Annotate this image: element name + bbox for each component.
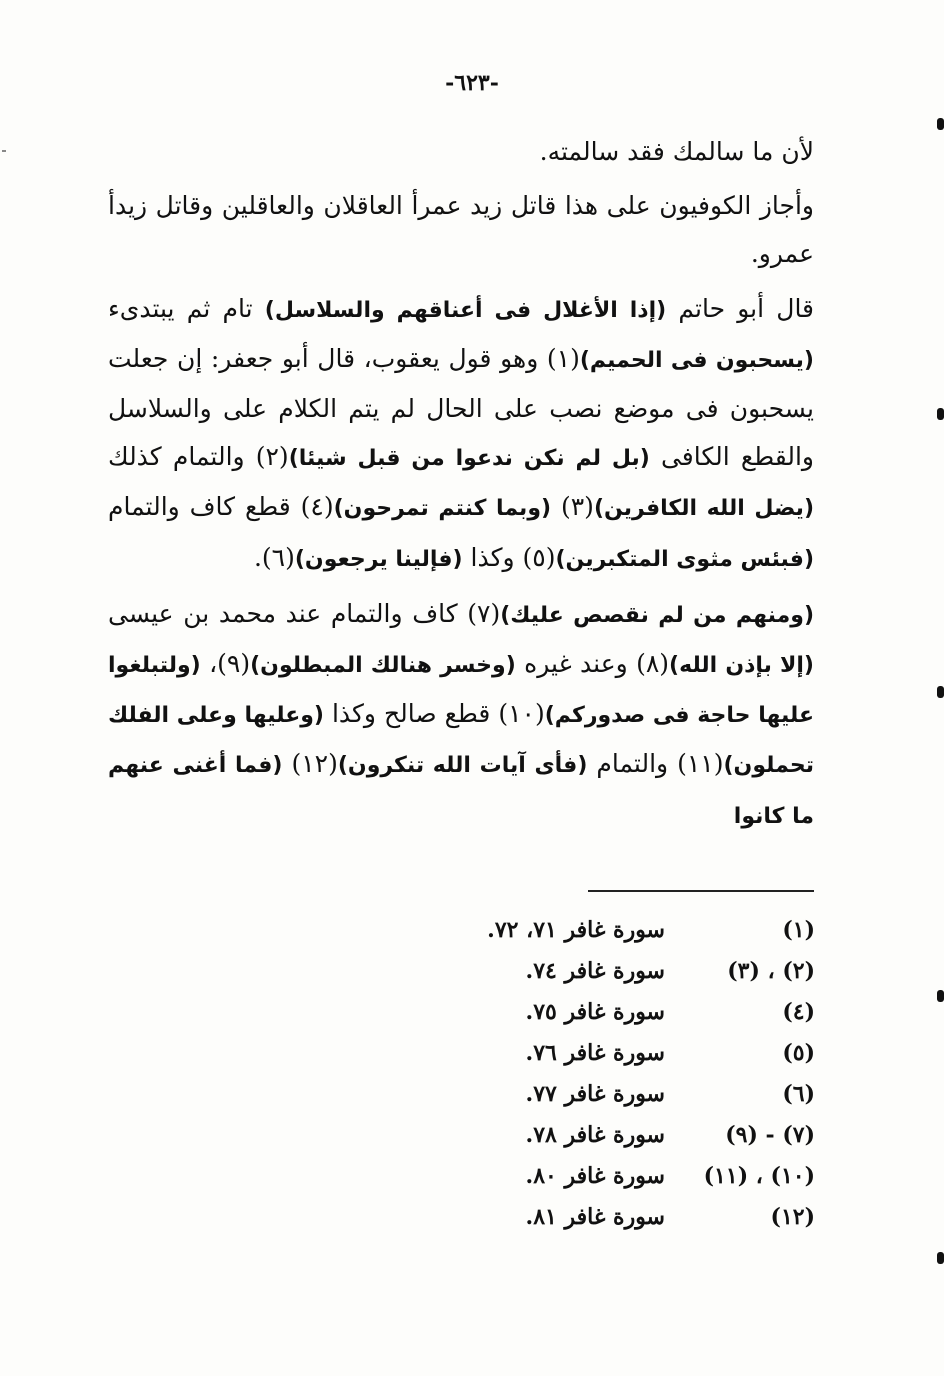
footnote-source: سورة غافر ٧٦. (525, 1040, 665, 1066)
text-segment: تام ثم يبتدىء (108, 293, 265, 323)
paragraph (108, 128, 814, 176)
quran-quote: (فبئس مثوى المتكبرين) (555, 546, 814, 572)
footnote-source: سورة غافر ٨١. (525, 1204, 665, 1230)
footnote-source: سورة غافر ٧٨. (525, 1122, 665, 1148)
footnote-source: سورة غافر ٧٧. (525, 1081, 665, 1107)
footnote (420, 910, 815, 951)
footnote-ref: (٥) (782, 1040, 815, 1066)
quran-quote: (إذا الأغلال فى أعناقهم والسلاسل) (264, 297, 667, 323)
paragraph (108, 285, 814, 584)
text-segment: قال أبو حاتم (666, 293, 815, 323)
text-segment: (١٢) (282, 749, 338, 779)
text-segment: (٣) (551, 492, 594, 522)
main-text (108, 128, 814, 847)
footnote (420, 1033, 815, 1074)
margin-mark (937, 118, 944, 130)
scan-speck (2, 150, 6, 152)
margin-mark (937, 408, 944, 420)
footnote (420, 1074, 815, 1115)
footnote (420, 992, 815, 1033)
quran-quote: (يسحبون فى الحميم) (579, 347, 814, 373)
footnote-divider (588, 890, 814, 892)
text-segment: (٤) قطع كاف والتمام (108, 492, 334, 522)
text-segment: (٨) وعند غيره (515, 649, 670, 679)
text-segment: (٥) وكذا (462, 542, 556, 572)
text-segment: (٧) كاف والتمام عند محمد بن عيسى (108, 598, 501, 628)
footnote-ref: (٦) (782, 1081, 815, 1107)
quran-quote: (بل لم نكن ندعوا من قبل شيئا) (288, 446, 650, 472)
text-segment: (١١) والتمام (587, 749, 724, 779)
paragraph (108, 590, 814, 841)
quran-quote: (وخسر هنالك المبطلون) (250, 653, 516, 679)
quran-quote: (يضل الله الكافرين) (593, 496, 814, 522)
text-segment: (١) وهو قول يعقوب، قال أبو جعفر: إن جعلت يسحبون فى موضع نصب على الحال لم يتم الكلام على والسلاسل والقطع الكافى (108, 343, 814, 472)
page-number: -٦٢٣- (445, 70, 499, 96)
text-segment: (٢) والتمام كذلك (108, 442, 289, 472)
text-segment: (٩)، (200, 649, 251, 679)
footnote-ref: (١٢) (770, 1204, 815, 1230)
footnote (420, 1156, 815, 1197)
margin-mark (937, 990, 944, 1002)
paragraph (108, 182, 814, 278)
quran-quote: (ومنهم من لم نقصص عليك) (500, 602, 814, 628)
text-segment: وأجاز الكوفيون على هذا قاتل زيد عمرأ العاقلان والعاقلين وقاتل زيدأ عمرو. (108, 191, 814, 269)
quran-quote: (فأى آيات الله تنكرون) (337, 753, 588, 779)
footnotes (420, 910, 815, 1238)
quran-quote: (وعليها وعلى الفلك تحملون) (108, 703, 814, 779)
footnote-source: سورة غافر ٨٠. (525, 1163, 665, 1189)
quran-quote: (إلا بإذن الله) (669, 653, 814, 679)
footnote-ref: (١٠) ، (١١) (703, 1163, 815, 1189)
footnote-ref: (٧) - (٩) (725, 1122, 815, 1148)
quran-quote: (وبما كنتم تمرحون) (333, 496, 552, 522)
text-segment: (١٠) قطع صالح وكذا (323, 699, 545, 729)
footnote-ref: (١) (782, 917, 815, 943)
text-segment: (٦). (253, 542, 295, 572)
footnote-source: سورة غافر ٧٤. (525, 958, 665, 984)
margin-mark (937, 686, 944, 698)
footnote-source: سورة غافر ٧١، ٧٢. (487, 917, 665, 943)
footnote-source: سورة غافر ٧٥. (525, 999, 665, 1025)
quran-quote: (فما أغنى عنهم ما كانوا (108, 753, 814, 829)
footnote-ref: (٢) ، (٣) (727, 958, 815, 984)
footnote-ref: (٤) (782, 999, 815, 1025)
margin-mark (937, 1252, 944, 1264)
quran-quote: (ولتبلغوا عليها حاجة فى صدوركم) (108, 653, 815, 729)
text-segment: لأن ما سالمك فقد سالمته. (539, 137, 814, 166)
footnote (420, 1197, 815, 1238)
quran-quote: (فإلينا يرجعون) (294, 546, 463, 572)
footnote (420, 951, 815, 992)
footnote (420, 1115, 815, 1156)
